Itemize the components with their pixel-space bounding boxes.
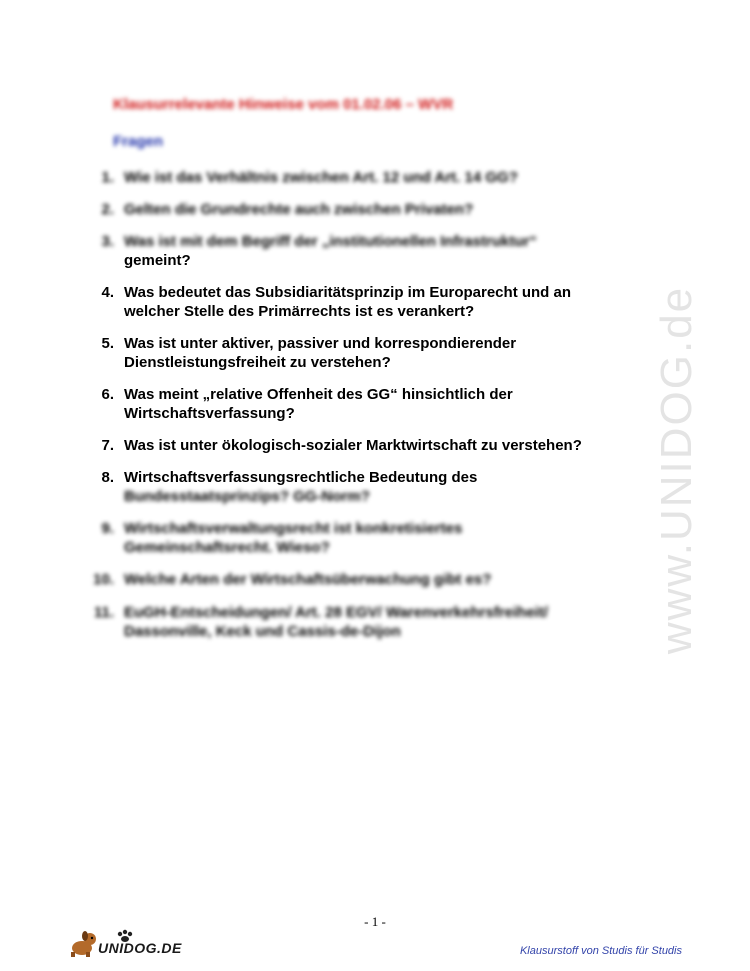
- question-text-line: Was ist unter ökologisch-sozialer Marktwirtschaft zu verstehen?: [124, 437, 582, 454]
- question-text-line: Wie ist das Verhältnis zwischen Art. 12 und Art. 14 GG?: [124, 169, 518, 186]
- question-text-line: Wirtschaftsverwaltungsrecht ist konkretisiertes: [124, 520, 463, 537]
- logo-text: UNIDOG.DE: [98, 940, 182, 956]
- question-text-line: Was bedeutet das Subsidiaritätsprinzip im Europarecht und an: [124, 284, 572, 301]
- question-number: 4.: [101, 284, 114, 301]
- question-text-line: Gemeinschaftsrecht. Wieso?: [124, 539, 330, 556]
- question-text-line: Wirtschaftsverfassungsrechtliche Bedeutung des: [124, 469, 478, 486]
- question-text-line: Dienstleistungsfreiheit zu verstehen?: [124, 354, 391, 371]
- question-number: 10.: [93, 571, 114, 588]
- question-text-line: gemeint?: [124, 252, 191, 269]
- question-number: 2.: [101, 201, 114, 218]
- footer-slogan: Klausurstoff von Studis für Studis: [519, 945, 682, 957]
- question-number: 1.: [101, 169, 114, 186]
- question-text-line: Welche Arten der Wirtschaftsüberwachung gibt es?: [124, 571, 492, 588]
- question-text-line: Wirtschaftsverfassung?: [124, 405, 295, 422]
- question-text-line: Was ist mit dem Begriff der „institutionellen Infrastruktur“: [124, 233, 537, 250]
- question-number: 3.: [101, 233, 114, 250]
- question-number: 9.: [101, 520, 114, 537]
- question-text-line: Bundesstaatsprinzips? GG-Norm?: [124, 488, 370, 505]
- watermark: www.UNIDOG.de: [652, 285, 701, 655]
- question-text-line: Gelten die Grundrechte auch zwischen Privaten?: [124, 201, 474, 218]
- question-number: 8.: [101, 469, 114, 486]
- question-text-line: Was meint „relative Offenheit des GG“ hinsichtlich der: [124, 386, 513, 403]
- question-text-line: Was ist unter aktiver, passiver und korrespondierender: [124, 335, 517, 352]
- question-text-line: welcher Stelle des Primärrechts ist es verankert?: [124, 303, 475, 320]
- question-number: 6.: [101, 386, 114, 403]
- section-heading: Fragen: [113, 133, 164, 150]
- question-text-line: Dassonville, Keck und Cassis-de-Dijon: [124, 623, 401, 640]
- document-title: Klausurrelevante Hinweise vom 01.02.06 – WVR: [113, 96, 454, 113]
- question-number: 7.: [101, 437, 114, 454]
- question-number: 5.: [101, 335, 114, 352]
- page-number: - 1 -: [364, 914, 386, 929]
- question-text-line: EuGH-Entscheidungen/ Art. 28 EGV/ Warenverkehrsfreiheit/: [124, 604, 548, 621]
- question-number: 11.: [93, 604, 114, 621]
